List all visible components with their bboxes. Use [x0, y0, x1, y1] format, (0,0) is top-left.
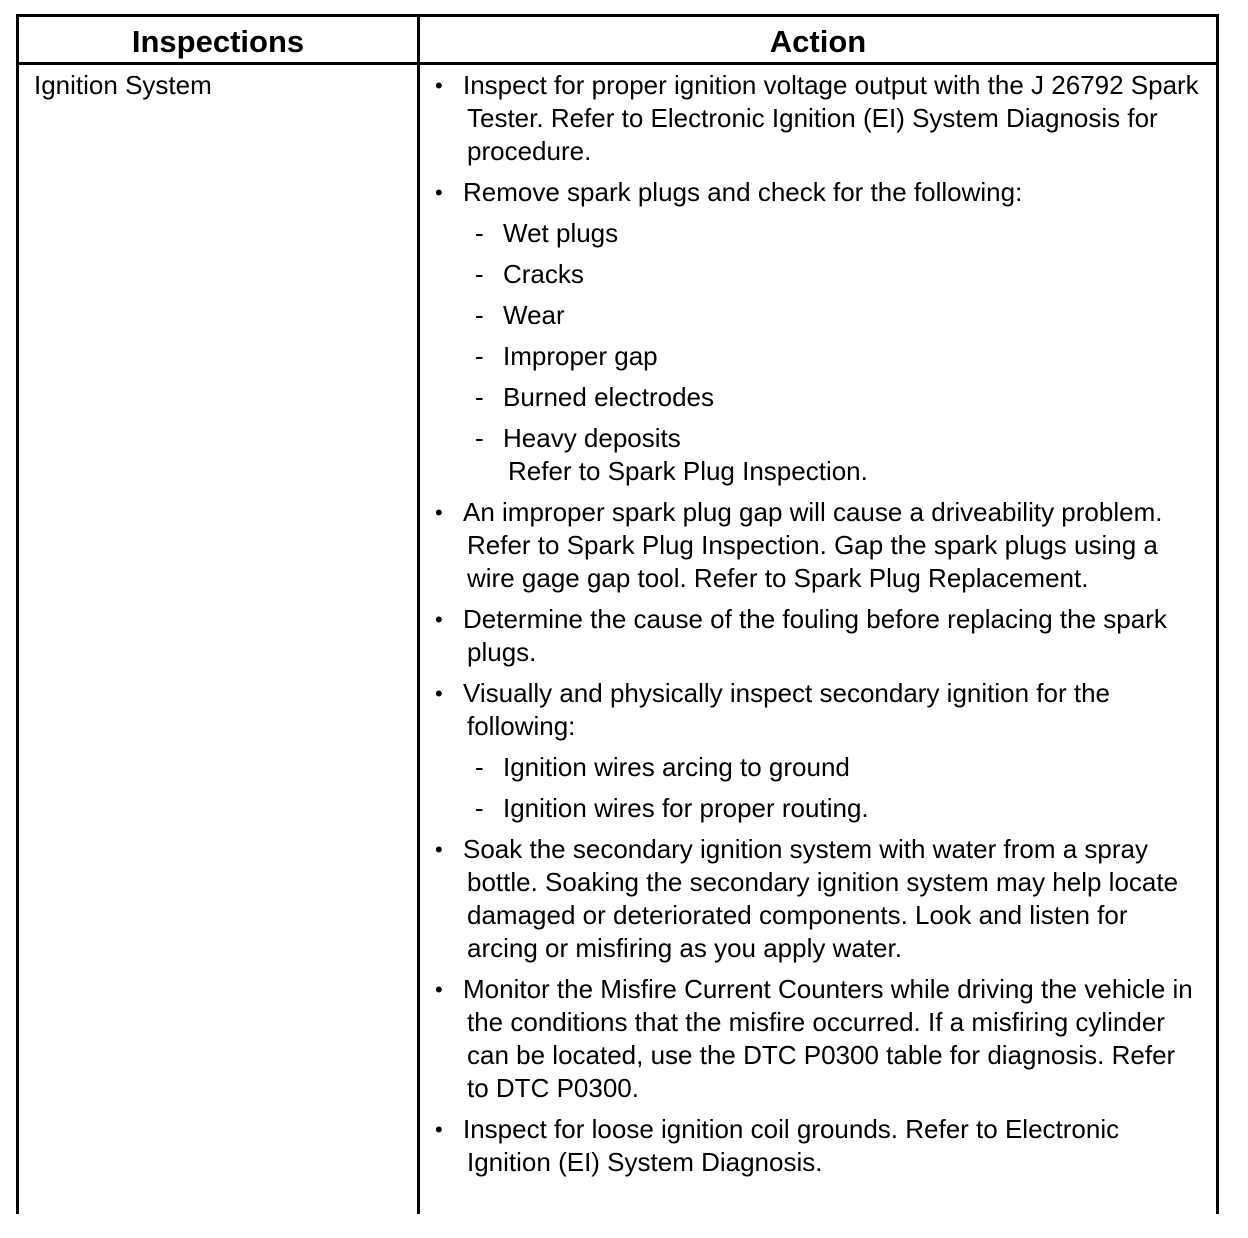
- action-text: Determine the cause of the fouling before replacing the spark plugs.: [463, 604, 1167, 667]
- sub-item: [433, 258, 1203, 291]
- sub-item: [433, 217, 1203, 250]
- dash-icon: -: [475, 382, 484, 412]
- bullet-icon: •: [435, 180, 443, 205]
- action-text: Inspect for loose ignition coil grounds. Refer to Electronic Ignition (EI) System Diagnosis.: [463, 1114, 1120, 1177]
- bullet-icon: •: [435, 73, 443, 98]
- dash-icon: -: [475, 259, 484, 289]
- sub-item: [433, 422, 1203, 455]
- bullet-icon: •: [435, 837, 443, 862]
- action-item: [433, 69, 1203, 168]
- dash-icon: -: [475, 218, 484, 248]
- action-item: [433, 833, 1203, 965]
- action-text: An improper spark plug gap will cause a driveability problem. Refer to Spark Plug Inspection. Gap the spark plugs using a wire gage gap tool. Refer to Spark Plug Replacement.: [463, 497, 1163, 593]
- table-header: [19, 17, 1216, 65]
- inspection-cell: Ignition System: [34, 70, 212, 100]
- sub-note: Refer to Spark Plug Inspection.: [508, 456, 868, 486]
- bullet-icon: •: [435, 500, 443, 525]
- action-text: Inspect for proper ignition voltage output with the J 26792 Spark Tester. Refer to Electronic Ignition (EI) System Diagnosis for procedure.: [463, 70, 1199, 166]
- sub-item: [433, 381, 1203, 414]
- bullet-icon: •: [435, 1117, 443, 1142]
- header-action: Action: [769, 24, 867, 59]
- action-item: [433, 496, 1203, 595]
- sub-item-text: Wear: [503, 300, 565, 330]
- sub-item: [433, 792, 1203, 825]
- action-list: [433, 69, 1203, 1187]
- sub-list: [433, 217, 1203, 488]
- dash-icon: -: [475, 752, 484, 782]
- sub-list: [433, 751, 1203, 825]
- action-item: [433, 603, 1203, 669]
- sub-item: [433, 340, 1203, 373]
- dash-icon: -: [475, 793, 484, 823]
- inspection-table: [16, 14, 1219, 1214]
- sub-item-text: Ignition wires arcing to ground: [503, 752, 850, 782]
- action-item: [433, 677, 1203, 743]
- sub-item-text: Cracks: [503, 259, 584, 289]
- action-text: Visually and physically inspect secondary ignition for the following:: [463, 678, 1110, 741]
- column-divider: [417, 17, 420, 1214]
- sub-item-text: Heavy deposits: [503, 423, 681, 453]
- action-text: Soak the secondary ignition system with water from a spray bottle. Soaking the secondary ignition system may help locate damaged or deteriorated components. Look and listen for arcing or misfiring as you apply water.: [463, 834, 1179, 963]
- sub-item: [433, 751, 1203, 784]
- bullet-icon: •: [435, 977, 443, 1002]
- dash-icon: -: [475, 300, 484, 330]
- sub-item-text: Burned electrodes: [503, 382, 715, 412]
- action-item: [433, 1113, 1203, 1179]
- action-item: [433, 176, 1203, 209]
- sub-item-text: Wet plugs: [503, 218, 619, 248]
- bullet-icon: •: [435, 607, 443, 632]
- sub-item: [433, 299, 1203, 332]
- dash-icon: -: [475, 341, 484, 371]
- header-inspections: Inspections: [131, 24, 305, 59]
- dash-icon: -: [475, 423, 484, 453]
- action-text: Remove spark plugs and check for the following:: [463, 177, 1023, 207]
- action-item: [433, 973, 1203, 1105]
- action-text: Monitor the Misfire Current Counters while driving the vehicle in the conditions that the misfire occurred. If a misfiring cylinder can be located, use the DTC P0300 table for diagnosis. Refer to DTC P0300.: [463, 974, 1193, 1103]
- sub-item-text: Ignition wires for proper routing.: [503, 793, 869, 823]
- bullet-icon: •: [435, 681, 443, 706]
- sub-item-text: Improper gap: [503, 341, 658, 371]
